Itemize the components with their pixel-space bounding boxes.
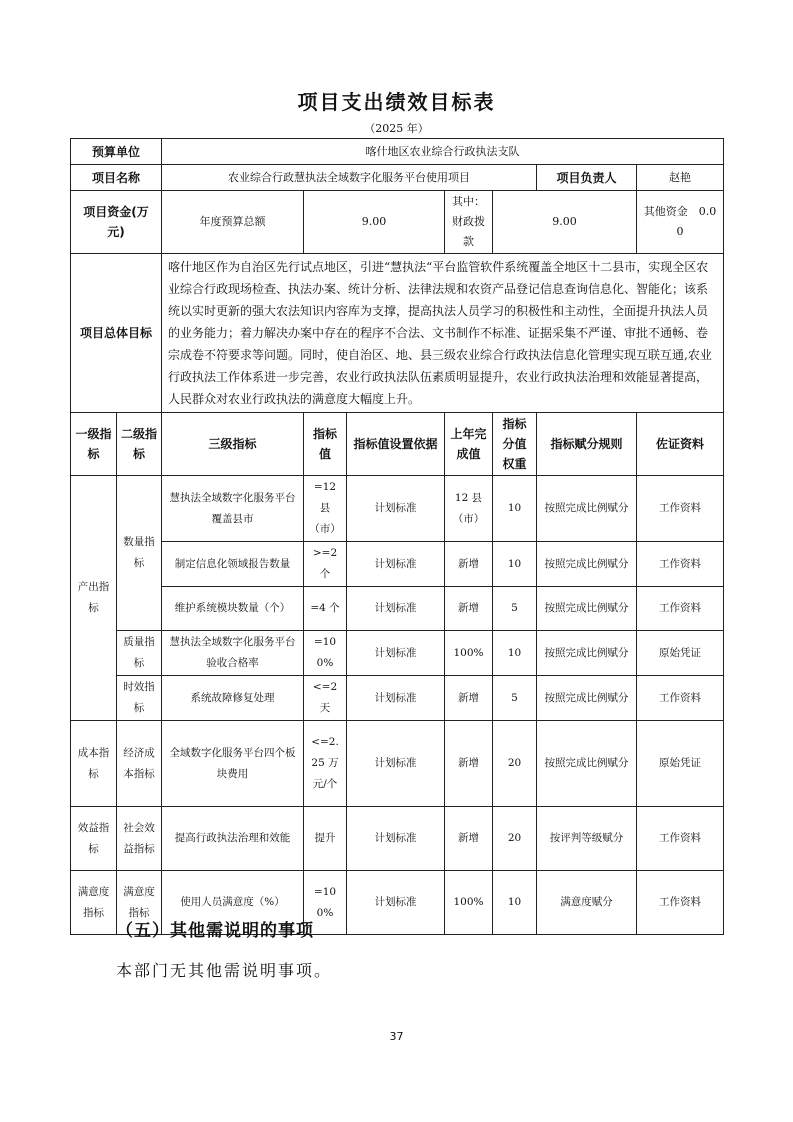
annual-budget-label: 年度预算总额 [162, 191, 304, 254]
row3-value: =4 个 [304, 587, 347, 631]
row8-rule: 满意度赋分 [537, 871, 637, 935]
row2-evidence: 工作资料 [637, 542, 724, 587]
project-name-label: 项目名称 [71, 165, 162, 191]
overall-goal-label: 项目总体目标 [71, 254, 162, 413]
section-heading: （五）其他需说明的事项 [116, 921, 314, 941]
level2-timeliness: 时效指标 [117, 676, 162, 721]
row6-evidence: 原始凭证 [637, 721, 724, 807]
header-basis: 指标值设置依据 [347, 413, 445, 476]
project-funds-label: 项目资金(万元) [71, 191, 162, 254]
header-evidence: 佐证资料 [637, 413, 724, 476]
row3-evidence: 工作资料 [637, 587, 724, 631]
row6-rule: 按照完成比例赋分 [537, 721, 637, 807]
row7-value: 提升 [304, 807, 347, 871]
row5-indicator: 系统故障修复处理 [162, 676, 304, 721]
annual-budget-value: 9.00 [304, 191, 445, 254]
row3-prev: 新增 [445, 587, 493, 631]
level2-social-benefit: 社会效益指标 [117, 807, 162, 871]
header-value: 指标值 [304, 413, 347, 476]
row4-value: =100% [304, 631, 347, 676]
performance-table [70, 138, 724, 935]
project-leader-label: 项目负责人 [537, 165, 637, 191]
row5-evidence: 工作资料 [637, 676, 724, 721]
row1-rule: 按照完成比例赋分 [537, 476, 637, 542]
fiscal-allocation-value: 9.00 [493, 191, 637, 254]
row6-prev: 新增 [445, 721, 493, 807]
row4-weight: 10 [493, 631, 537, 676]
row2-basis: 计划标准 [347, 542, 445, 587]
project-leader-value: 赵艳 [637, 165, 724, 191]
row7-rule: 按评判等级赋分 [537, 807, 637, 871]
row1-value: =12 县（市） [304, 476, 347, 542]
level1-satisfaction: 满意度指标 [71, 871, 117, 935]
row7-evidence: 工作资料 [637, 807, 724, 871]
header-level3: 三级指标 [162, 413, 304, 476]
level2-satisfaction: 满意度指标 [117, 871, 162, 935]
level1-output: 产出指标 [71, 476, 117, 721]
page-title: 项目支出绩效目标表 [297, 90, 496, 114]
other-funds-value: 0.00 [676, 205, 717, 238]
overall-goal-text: 喀什地区作为自治区先行试点地区，引进“慧执法“平台监管软件系统覆盖全地区十二县市，实现全区农业综合行政现场检查、执法办案、统计分析、法律法规和农资产品登记信息查询信息化、智能化；该系统以实时更新的强大农法知识内容库为支撑，提高执法人员学习的积极性和主动性，全面提升执法人员的业务能力；着力解决办案中存在的程序不合法、文书制作不标准、证据采集不严谨、审批不通畅、卷宗成卷不符要求等问题。同时，使自治区、地、县三级农业综合行政执法信息化管理实现互联互通,农业行政执法工作体系进一步完善，农业行政执法队伍素质明显提升，农业行政执法治理和效能显著提高，人民群众对农业行政执法的满意度大幅度上升。 [162, 254, 724, 413]
row3-rule: 按照完成比例赋分 [537, 587, 637, 631]
row8-prev: 100% [445, 871, 493, 935]
other-funds-label: 其他资金 [643, 205, 688, 218]
row5-value: <=2 天 [304, 676, 347, 721]
row1-prev: 12 县（市） [445, 476, 493, 542]
level1-cost: 成本指标 [71, 721, 117, 807]
table-year: （2025 年） [364, 122, 429, 135]
row8-weight: 10 [493, 871, 537, 935]
row6-value: <=2.25 万元/个 [304, 721, 347, 807]
header-level1: 一级指标 [71, 413, 117, 476]
other-funds-cell [637, 191, 724, 254]
row2-weight: 10 [493, 542, 537, 587]
header-prev-year: 上年完成值 [445, 413, 493, 476]
row8-value: =100% [304, 871, 347, 935]
level2-economic-cost: 经济成本指标 [117, 721, 162, 807]
row6-indicator: 全域数字化服务平台四个板块费用 [162, 721, 304, 807]
row4-evidence: 原始凭证 [637, 631, 724, 676]
row1-basis: 计划标准 [347, 476, 445, 542]
row3-indicator: 维护系统模块数量（个） [162, 587, 304, 631]
row8-evidence: 工作资料 [637, 871, 724, 935]
row3-basis: 计划标准 [347, 587, 445, 631]
row4-indicator: 慧执法全域数字化服务平台验收合格率 [162, 631, 304, 676]
budget-unit-value: 喀什地区农业综合行政执法支队 [162, 139, 724, 165]
row2-indicator: 制定信息化领域报告数量 [162, 542, 304, 587]
row8-indicator: 使用人员满意度（%） [162, 871, 304, 935]
row3-weight: 5 [493, 587, 537, 631]
row6-basis: 计划标准 [347, 721, 445, 807]
section-body: 本部门无其他需说明事项。 [116, 961, 333, 980]
row7-indicator: 提高行政执法治理和效能 [162, 807, 304, 871]
row6-weight: 20 [493, 721, 537, 807]
level2-quality: 质量指标 [117, 631, 162, 676]
project-name-value: 农业综合行政慧执法全域数字化服务平台使用项目 [162, 165, 537, 191]
row4-basis: 计划标准 [347, 631, 445, 676]
page-number: 37 [389, 1030, 404, 1043]
row5-weight: 5 [493, 676, 537, 721]
row8-basis: 计划标准 [347, 871, 445, 935]
row1-indicator: 慧执法全域数字化服务平台覆盖县市 [162, 476, 304, 542]
row7-weight: 20 [493, 807, 537, 871]
row5-prev: 新增 [445, 676, 493, 721]
row1-evidence: 工作资料 [637, 476, 724, 542]
level2-quantity: 数量指标 [117, 476, 162, 631]
row2-prev: 新增 [445, 542, 493, 587]
header-weight: 指标分值权重 [493, 413, 537, 476]
row2-value: >=2 个 [304, 542, 347, 587]
row5-rule: 按照完成比例赋分 [537, 676, 637, 721]
row4-rule: 按照完成比例赋分 [537, 631, 637, 676]
row1-weight: 10 [493, 476, 537, 542]
row4-prev: 100% [445, 631, 493, 676]
budget-unit-label: 预算单位 [71, 139, 162, 165]
row2-rule: 按照完成比例赋分 [537, 542, 637, 587]
header-level2: 二级指标 [117, 413, 162, 476]
row7-basis: 计划标准 [347, 807, 445, 871]
fiscal-allocation-label: 其中：财政拨款 [445, 191, 493, 254]
level1-benefit: 效益指标 [71, 807, 117, 871]
row7-prev: 新增 [445, 807, 493, 871]
row5-basis: 计划标准 [347, 676, 445, 721]
header-scoring-rule: 指标赋分规则 [537, 413, 637, 476]
